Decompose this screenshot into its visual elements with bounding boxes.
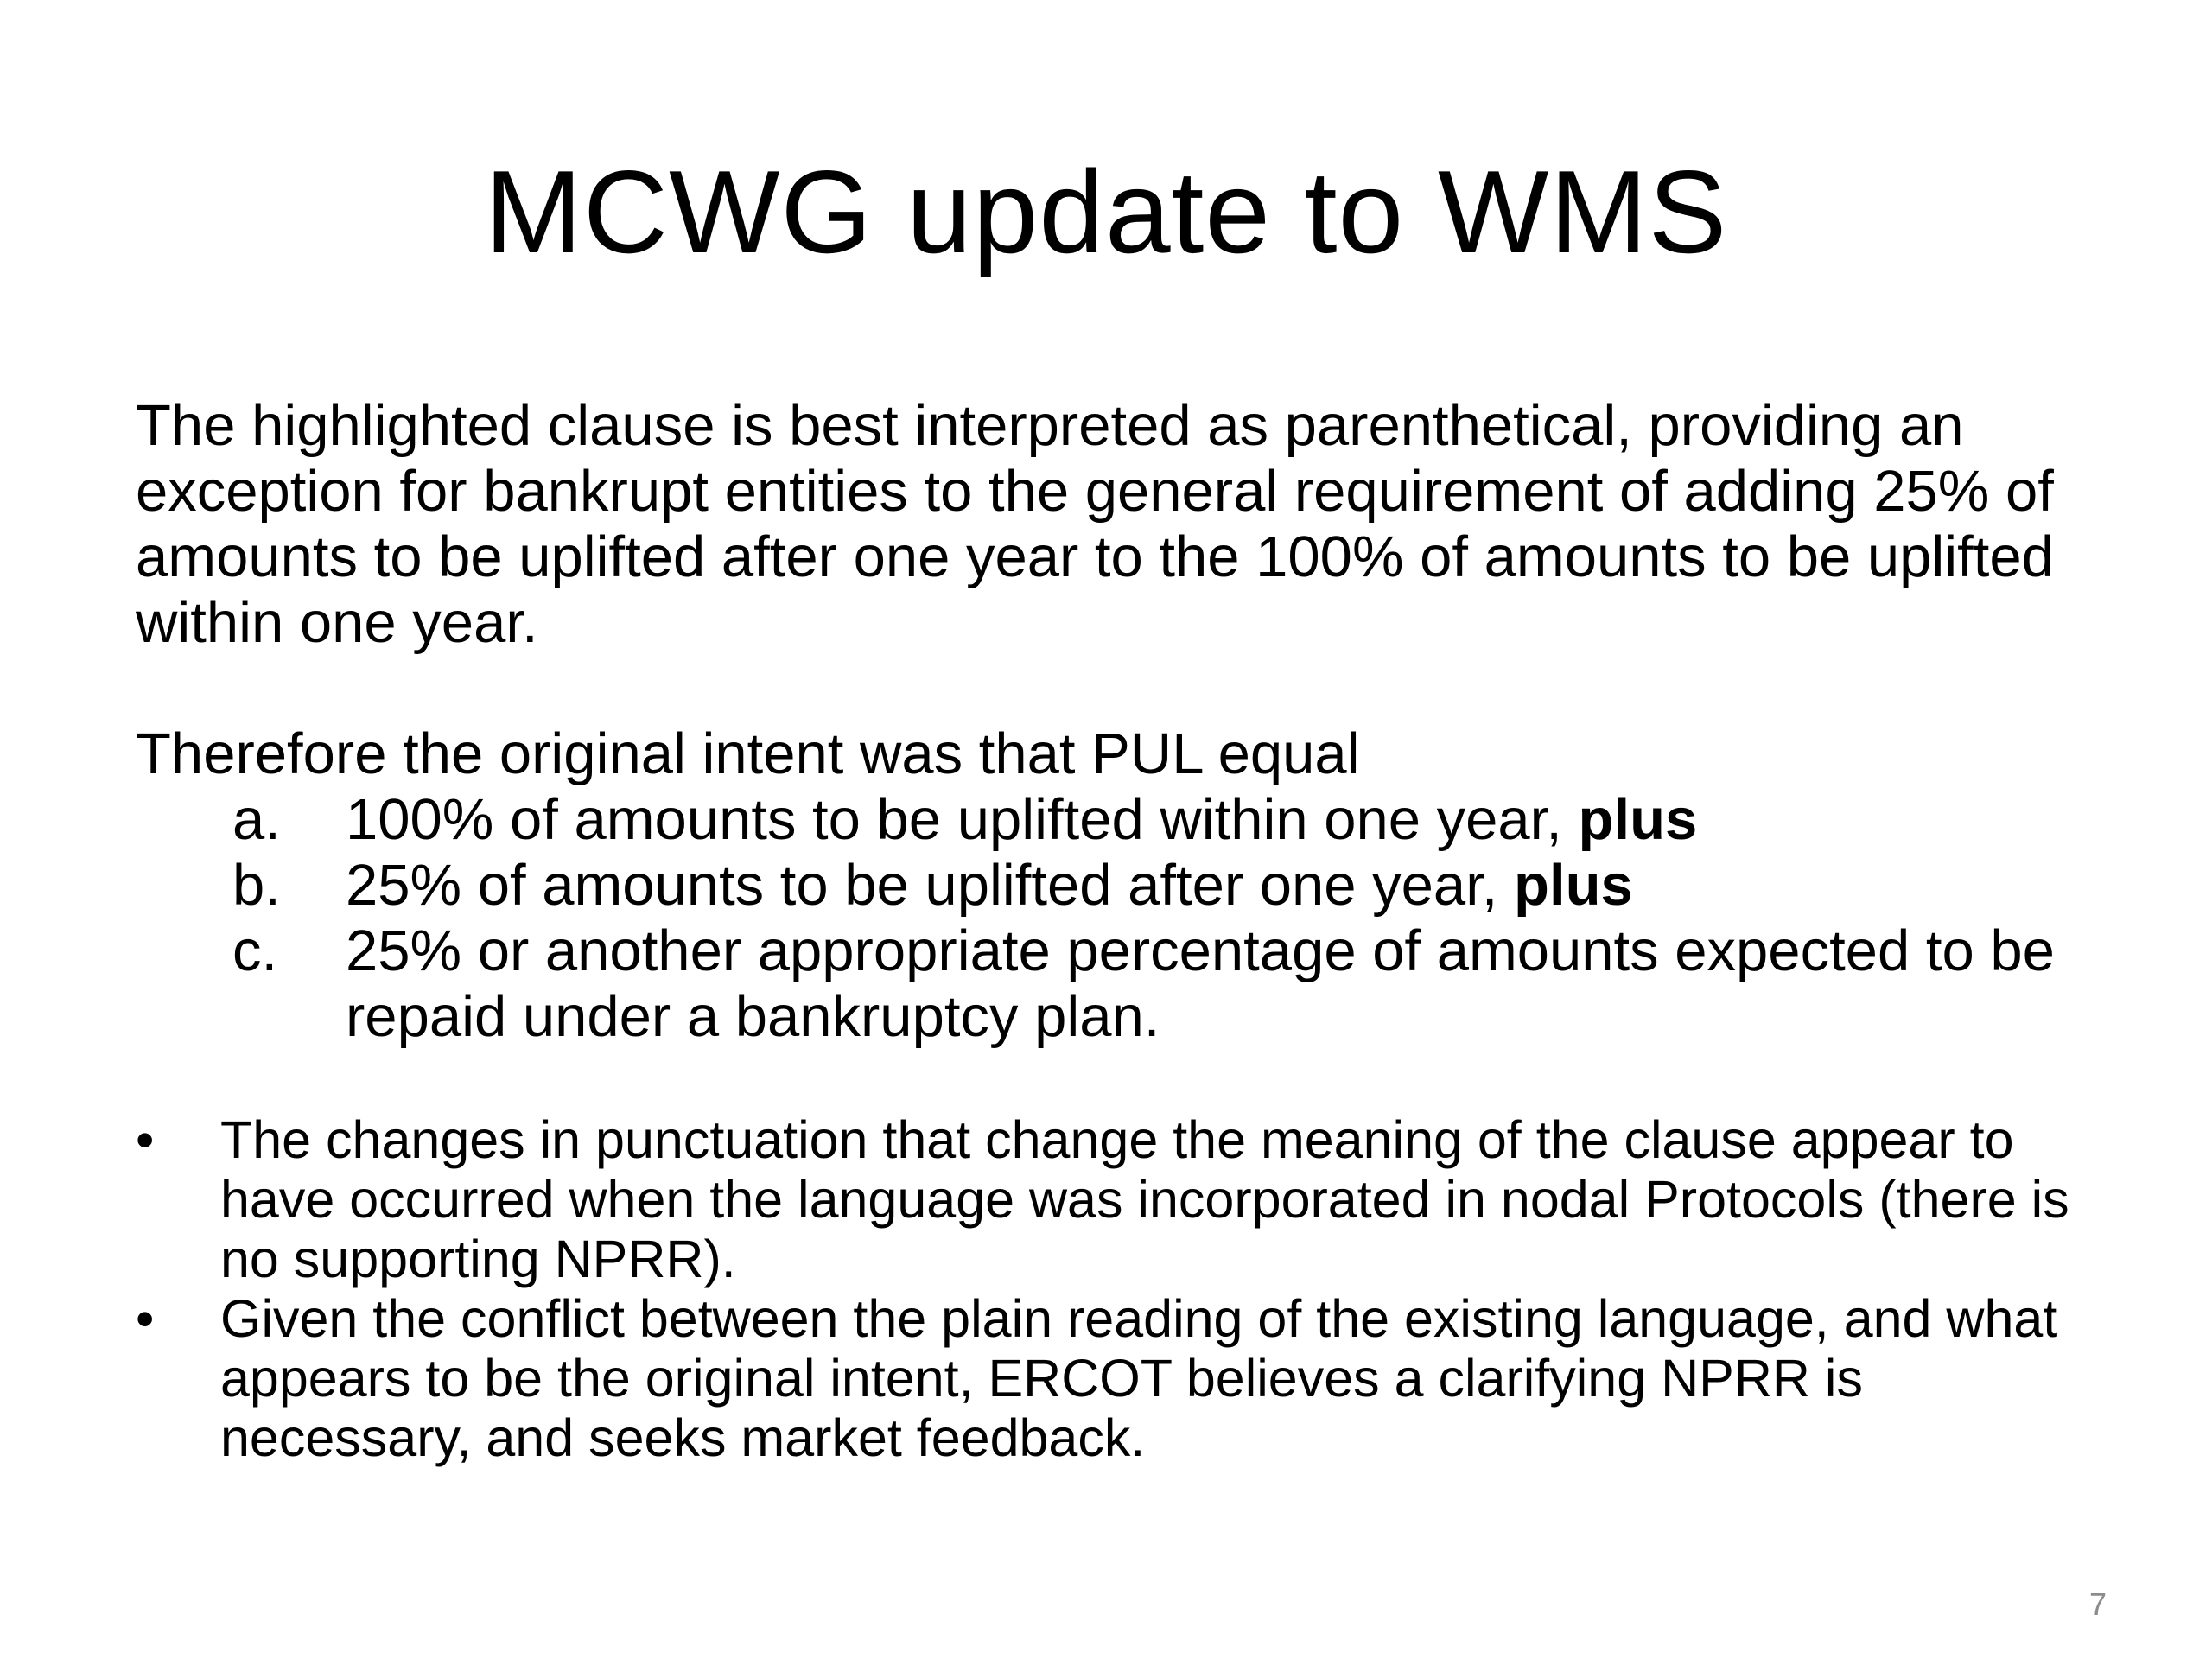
page-number: 7	[2088, 1586, 2107, 1622]
bullet-text: Given the conflict between the plain reading of the existing language, and what appears to be the original intent, ERCOT believes a clarifying NPRR is necessary, and seeks market feedback.	[220, 1289, 2058, 1467]
bullet-text: The changes in punctuation that change the meaning of the clause appear to have occurred when the language was incorporated in nodal Protocols (there is no supporting NPRR).	[220, 1110, 2069, 1288]
intent-item-text: 25% or another appropriate percentage of amounts expected to be repaid under a bankruptcy plan.	[346, 918, 2055, 1049]
list-marker: b.	[232, 853, 281, 918]
bullet-icon: •	[136, 1289, 155, 1348]
intent-item-a	[136, 787, 2123, 853]
intent-lead: Therefore the original intent was that PUL equal	[136, 721, 1360, 786]
intent-item-c	[136, 918, 2123, 1050]
intent-item-emphasis: plus	[1514, 853, 1633, 918]
list-marker: a.	[232, 787, 281, 852]
intent-list	[136, 787, 2123, 1050]
intent-item-b	[136, 853, 2123, 918]
spacer	[136, 656, 2123, 721]
interpretation-paragraph: The highlighted clause is best interpreted as parenthetical, providing an exception for bankrupt entities to the general requirement of adding 25% of amounts to be uplifted after one year to the 100% of amounts to be uplifted within one year.	[136, 393, 2054, 655]
bullet-icon: •	[136, 1110, 155, 1169]
bullet-item	[136, 1110, 2123, 1289]
bullet-item	[136, 1289, 2123, 1468]
intent-item-emphasis: plus	[1578, 787, 1698, 852]
slide-body	[136, 393, 2123, 1468]
intent-item-text: 25% of amounts to be uplifted after one year,	[346, 853, 1515, 918]
spacer	[136, 1050, 2123, 1110]
bullet-list	[136, 1110, 2123, 1468]
slide-title: MCWG update to WMS	[484, 146, 1728, 277]
list-marker: c.	[232, 918, 278, 983]
intent-item-text: 100% of amounts to be uplifted within one year,	[346, 787, 1579, 852]
